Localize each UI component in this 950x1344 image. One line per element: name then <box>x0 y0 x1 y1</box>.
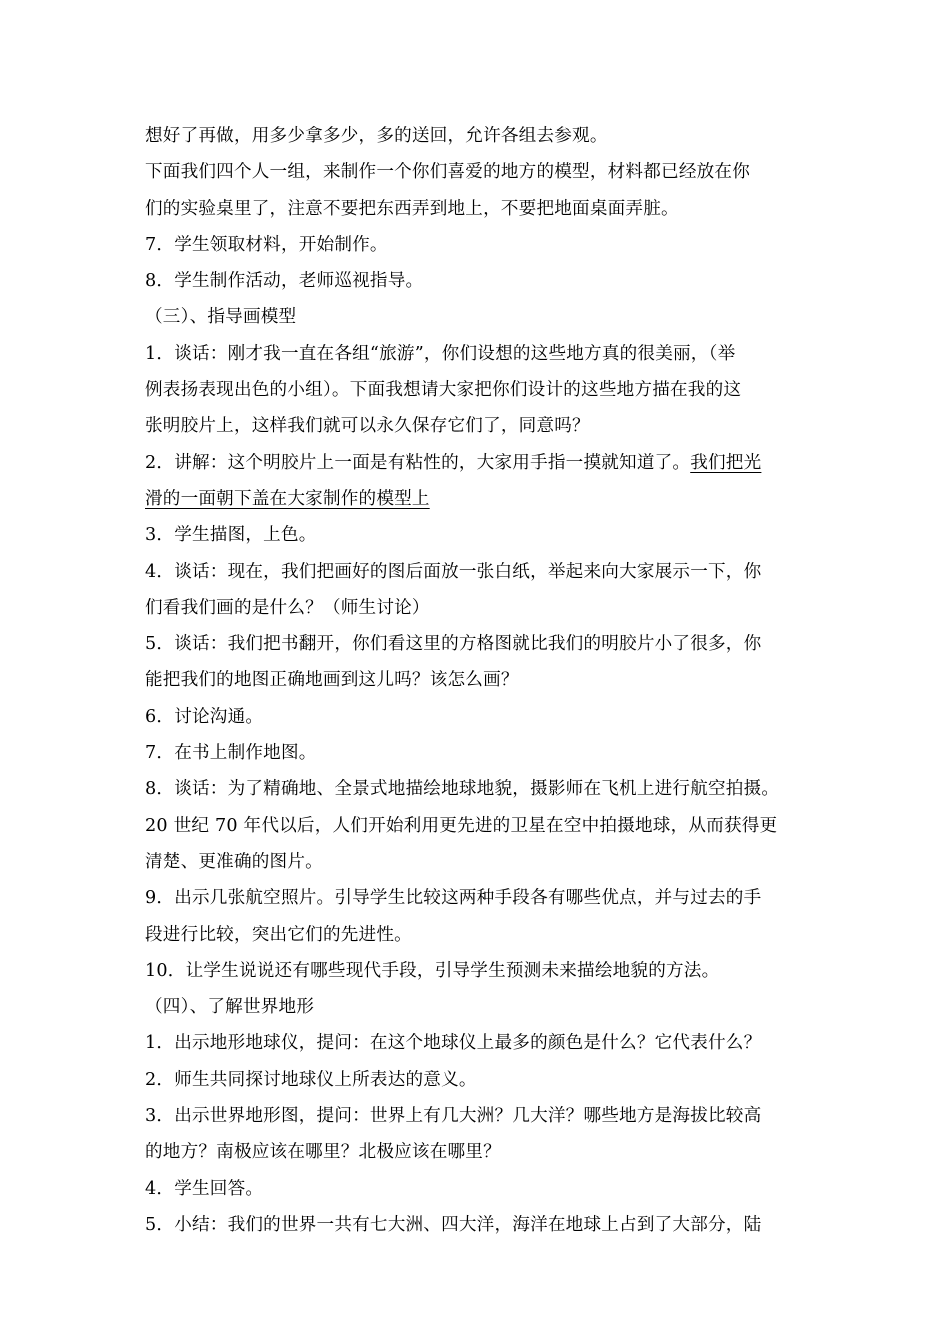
text-line <box>145 227 810 263</box>
text-span: 8．谈话：为了精确地、全景式地描绘地球地貌，摄影师在飞机上进行航空拍摄。 <box>145 779 780 800</box>
text-span: 2．讲解：这个明胶片上一面是有粘性的，大家用手指一摸就知道了。 <box>145 452 691 473</box>
text-span: 10．让学生说说还有哪些现代手段，引导学生预测未来描绘地貌的方法。 <box>145 960 720 981</box>
text-line <box>145 554 810 590</box>
text-span: 4．谈话：现在，我们把画好的图后面放一张白纸，举起来向大家展示一下，你 <box>145 561 762 582</box>
text-span: 段进行比较，突出它们的先进性。 <box>145 924 412 945</box>
text-line <box>145 118 810 154</box>
text-span: 的地方？南极应该在哪里？北极应该在哪里？ <box>145 1142 501 1163</box>
text-line <box>145 917 810 953</box>
text-line <box>145 481 810 517</box>
text-span: 1．出示地形地球仪，提问：在这个地球仪上最多的颜色是什么？它代表什么？ <box>145 1033 762 1054</box>
text-line <box>145 699 810 735</box>
text-span: 下面我们四个人一组，来制作一个你们喜爱的地方的模型，材料都已经放在你 <box>145 162 750 183</box>
text-span: 5．谈话：我们把书翻开，你们看这里的方格图就比我们的明胶片小了很多，你 <box>145 634 762 655</box>
text-line <box>145 844 810 880</box>
text-span: 8．学生制作活动，老师巡视指导。 <box>145 271 424 292</box>
text-line <box>145 1025 810 1061</box>
text-line <box>145 372 810 408</box>
text-line <box>145 1062 810 1098</box>
text-span: 3．出示世界地形图，提问：世界上有几大洲？几大洋？哪些地方是海拔比较高 <box>145 1106 762 1127</box>
text-span: 6．讨论沟通。 <box>145 706 264 727</box>
text-span: 3．学生描图，上色。 <box>145 525 317 546</box>
text-line <box>145 808 810 844</box>
text-span: 们的实验桌里了，注意不要把东西弄到地上，不要把地面桌面弄脏。 <box>145 198 679 219</box>
text-line <box>145 517 810 553</box>
text-span: 4．学生回答。 <box>145 1178 264 1199</box>
text-line <box>145 880 810 916</box>
text-line <box>145 735 810 771</box>
text-line <box>145 263 810 299</box>
text-line <box>145 336 810 372</box>
text-line <box>145 1098 810 1134</box>
text-line <box>145 191 810 227</box>
text-span: 7．在书上制作地图。 <box>145 743 317 764</box>
document-body <box>145 118 810 1243</box>
text-line <box>145 771 810 807</box>
underlined-text: 我们把光 <box>690 452 762 473</box>
text-span: 1．谈话：刚才我一直在各组“旅游”，你们设想的这些地方真的很美丽，（举 <box>145 343 736 364</box>
text-line <box>145 1171 810 1207</box>
text-span: 们看我们画的是什么？（师生讨论） <box>145 597 430 618</box>
text-line <box>145 626 810 662</box>
text-line <box>145 590 810 626</box>
text-span: （四）、了解世界地形 <box>145 997 315 1018</box>
text-line <box>145 662 810 698</box>
text-span: 2．师生共同探讨地球仪上所表达的意义。 <box>145 1069 477 1090</box>
text-line <box>145 1207 810 1243</box>
text-span: 张明胶片上，这样我们就可以永久保存它们了，同意吗？ <box>145 416 590 437</box>
text-line <box>145 154 810 190</box>
underlined-text: 滑的一面朝下盖在大家制作的模型上 <box>145 488 430 509</box>
text-line <box>145 1134 810 1170</box>
text-span: 想好了再做，用多少拿多少，多的送回，允许各组去参观。 <box>145 126 608 146</box>
text-span: 例表扬表现出色的小组）。下面我想请大家把你们设计的这些地方描在我的这 <box>145 380 742 401</box>
text-span: 7．学生领取材料，开始制作。 <box>145 234 388 255</box>
text-span: 9．出示几张航空照片。引导学生比较这两种手段各有哪些优点，并与过去的手 <box>145 888 762 909</box>
text-span: 5．小结：我们的世界一共有七大洲、四大洋，海洋在地球上占到了大部分，陆 <box>145 1214 762 1235</box>
text-span: 清楚、更准确的图片。 <box>145 851 323 872</box>
section-heading <box>145 989 810 1025</box>
section-heading <box>145 299 810 335</box>
text-line <box>145 445 810 481</box>
text-span: 20 世纪 70 年代以后，人们开始利用更先进的卫星在空中拍摄地球，从而获得更 <box>145 815 778 836</box>
text-line <box>145 408 810 444</box>
text-line <box>145 953 810 989</box>
text-span: 能把我们的地图正确地画到这儿吗？该怎么画？ <box>145 670 519 691</box>
text-span: （三）、指导画模型 <box>145 307 297 328</box>
